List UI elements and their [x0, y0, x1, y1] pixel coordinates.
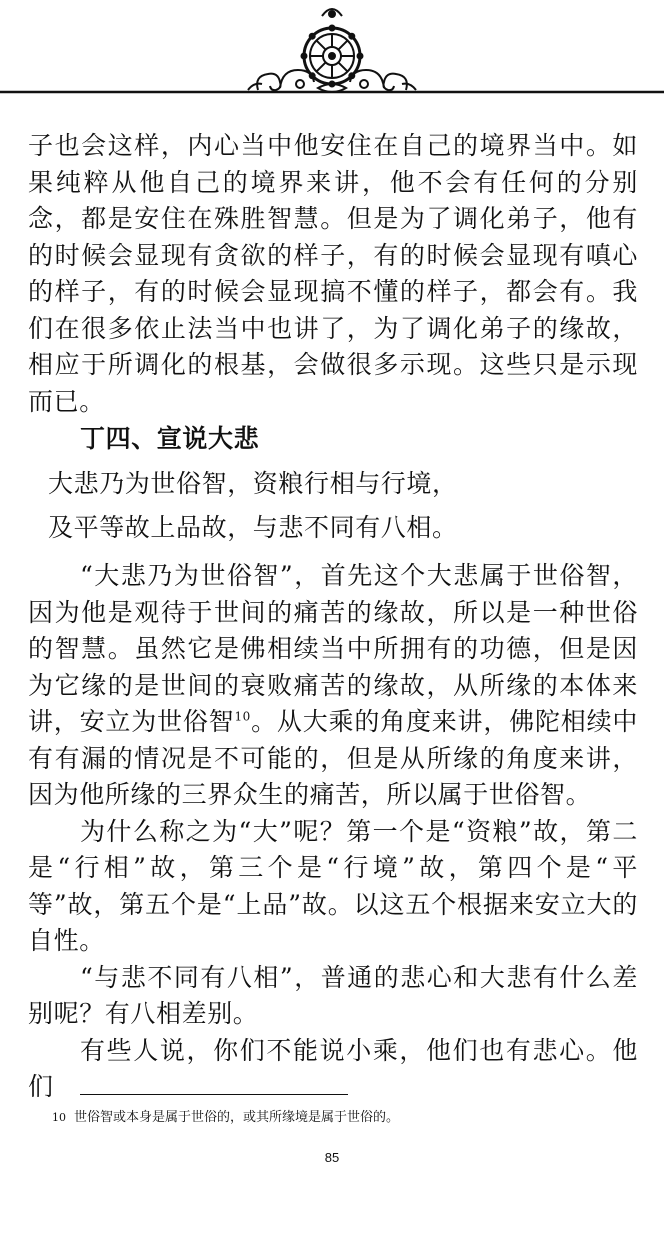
footnote-text: 世俗智或本身是属于世俗的，或其所缘境是属于世俗的。 [74, 1110, 400, 1125]
paragraph-eight-aspects: “与悲不同有八相”，普通的悲心和大悲有什么差别呢？有八相差别。 [28, 962, 638, 1028]
section-heading: 丁四、宣说大悲 [80, 424, 260, 453]
paragraph-objection: 有些人说，你们不能说小乘，他们也有悲心。他们 [28, 1035, 638, 1101]
verse-line: 及平等故上品故，与悲不同有八相。 [48, 513, 458, 542]
footnote [52, 1108, 642, 1128]
footnote-divider [80, 1094, 348, 1095]
verse-line: 大悲乃为世俗智，资粮行相与行境， [48, 469, 458, 498]
root-verse [28, 462, 638, 550]
dharma-wheel-icon [302, 9, 363, 92]
paragraph-why-great: 为什么称之为“大”呢？第一个是“资粮”故，第二是“行相”故，第三个是“行境”故，第四个是“平等”故，第五个是“上品”故。以这五个根据来安立大的自性。 [28, 816, 638, 955]
paragraph-continued: 子也会这样，内心当中他安住在自己的境界当中。如果纯粹从他自己的境界来讲，他不会有任何的分别念，都是安住在殊胜智慧。但是为了调化弟子，他有的时候会显现有贪欲的样子，有的时候会显现有嗔心的样子，有的时候会显现搞不懂的样子，都会有。我们在很多依止法当中也讲了，为了调化弟子的缘故，相应于所调化的根基，会做很多示现。这些只是示现而已。 [28, 131, 638, 416]
paragraph-text: “大悲乃为世俗智”，首先这个大悲属于世俗智，因为他是观待于世间的痛苦的缘故，所以是一种世俗的智慧。虽然它是佛相续当中所拥有的功德，但是因为它缘的是世间的衰败痛苦的缘故，从所缘的本体来讲，安立为世俗智 [28, 561, 638, 736]
cloud-scroll-left-icon [248, 70, 314, 90]
page-number: 85 [324, 1150, 340, 1165]
paragraph-text: 。从大乘的角度来讲，佛陀相续中有有漏的情况是不可能的，但是从所缘的角度来讲，因为他所缘的三界众生的痛苦，所以属于世俗智。 [28, 707, 638, 809]
footnote-marker[interactable]: 10 [234, 709, 251, 724]
cloud-scroll-right-icon [350, 70, 416, 90]
body-text [28, 128, 638, 1106]
footnote-number: 10 [52, 1111, 66, 1124]
header-ornament [0, 0, 664, 110]
paragraph-great-compassion [28, 558, 638, 814]
